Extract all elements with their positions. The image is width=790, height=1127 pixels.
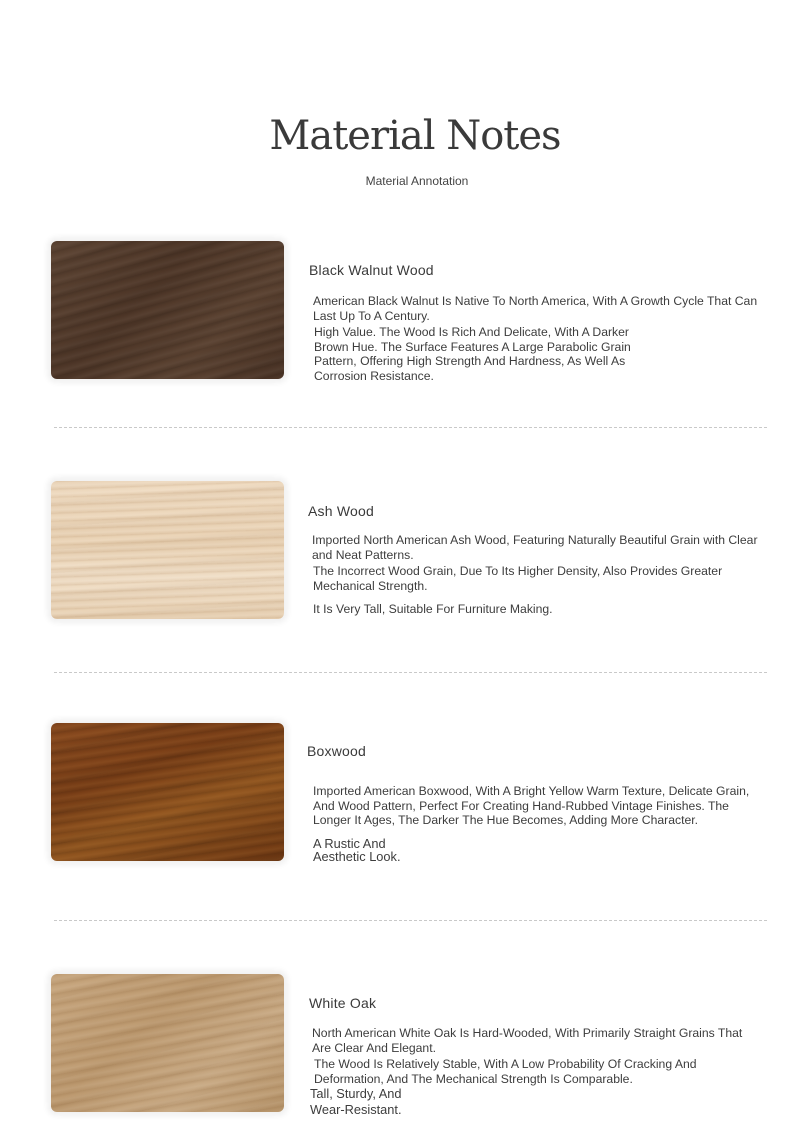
material-name: Black Walnut Wood [309, 262, 434, 278]
material-description: The Incorrect Wood Grain, Due To Its Higher Density, Also Provides Greater Mechanical Strength. [313, 564, 723, 593]
ash-wood-swatch [51, 481, 284, 619]
material-name: White Oak [309, 995, 377, 1011]
section-divider [54, 672, 767, 673]
section-divider [54, 920, 767, 921]
black-walnut-swatch [51, 241, 284, 379]
page-subtitle: Material Annotation [365, 174, 469, 188]
white-oak-swatch [51, 974, 284, 1112]
section-divider [54, 427, 767, 428]
page-title: Material Notes [269, 113, 561, 159]
material-description: Imported North American Ash Wood, Featuring Naturally Beautiful Grain with Clear and Neat Patterns. [312, 533, 758, 562]
material-description: High Value. The Wood Is Rich And Delicate, With A Darker Brown Hue. The Surface Features A Large Parabolic Grain Pattern, Offering High Strength And Hardness, As Well As Corrosion Resistance. [314, 325, 631, 383]
material-description: Tall, Sturdy, And Wear-Resistant. [310, 1086, 402, 1117]
material-description: Imported American Boxwood, With A Bright Yellow Warm Texture, Delicate Grain, And Wood Pattern, Perfect For Creating Hand-Rubbed Vintage Finishes. The Longer It Ages, The Darker The Hue Becomes, Adding More Character. [313, 784, 750, 827]
material-name: Ash Wood [308, 503, 374, 519]
material-description: A Rustic And Aesthetic Look. [313, 836, 401, 864]
material-description: American Black Walnut Is Native To North America, With A Growth Cycle That Can Last Up To A Century. [313, 294, 758, 323]
material-description: It Is Very Tall, Suitable For Furniture Making. [313, 602, 553, 616]
material-name: Boxwood [307, 743, 366, 759]
boxwood-swatch [51, 723, 284, 861]
material-description: North American White Oak Is Hard-Wooded, With Primarily Straight Grains That Are Clear And Elegant. [312, 1026, 743, 1055]
material-description: The Wood Is Relatively Stable, With A Low Probability Of Cracking And Deformation, And The Mechanical Strength Is Comparable. [314, 1057, 697, 1086]
